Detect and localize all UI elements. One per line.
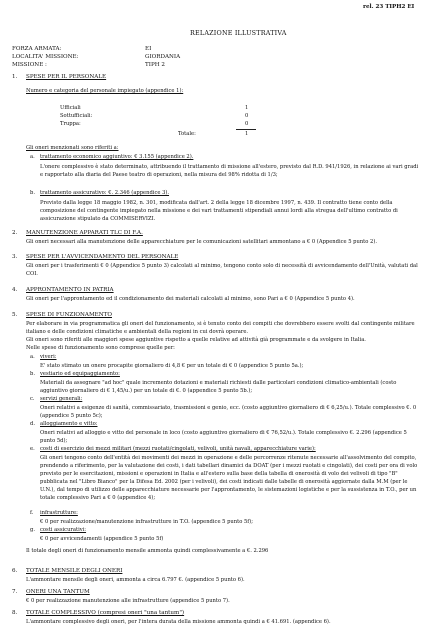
staff-total-label: Totale: (178, 131, 196, 137)
staff-total-value: 1 (245, 131, 249, 137)
section-6-title: TOTALE MENSILE DEGLI ONERI (26, 568, 123, 574)
funz-d-body: Oneri relativi ad alloggio e vitto del personale in loco (costo aggiuntivo giornaliero di € 76,52/u.). Totale complessivo €. 2.296 (appendice 5 punto 5d); (40, 430, 407, 445)
section-8-title: TOTALE COMPLESSIVO (compresi oneri "una tantum") (26, 610, 185, 616)
item-b-title: trattamento assicurativo: €. 2.346 (appendice 3). (40, 190, 170, 196)
section-3-title: SPESE PER L'AVVICENDAMENTO DEL PERSONALE (26, 254, 179, 260)
item-a-title: trattamento economico aggiuntivo: € 3.155 (appendice 2). (40, 154, 194, 160)
funz-a-body: E' stato stimato un onere procapite giornaliero di 4,8 € per un totale di € 0 (appendice 5 punto 5a.); (40, 363, 304, 369)
funz-f-body: € 0 per realizzazione/manutenzione infrastrutture in T.O. (appendice 5 punto 5f); (40, 519, 253, 525)
item-b-body: Previsto dalla legge 18 maggio 1982, n. 301, modificata dall'art. 2 della legge 18 dicembre 1997, n. 439. Il contratto tiene conto della composizione del contingente impiegato nella missione e dei vari trattamenti stipendiali annui lordi alla stregua dell'ultimo contratto di assicurazione stipulato da COMMISERVIZI. (40, 200, 398, 223)
section-8-number: 8. (12, 610, 18, 616)
section-5-title: SPESE DI FUNZIONAMENTO (26, 312, 112, 318)
localita-label: LOCALITA' MISSIONE: (12, 54, 79, 60)
funz-e-title: costi di esercizio dei mezzi militari (mezzi ruotati/cingolati, velivoli, unità navali, apparecchiature varie): (40, 446, 316, 452)
funz-g-title: costi assicurativi: (40, 527, 87, 533)
section-8-body: L'ammontare complessivo degli oneri, per l'intera durata della missione ammonta quindi a € 41.691. (appendice 6). (26, 619, 331, 625)
section-3-body: Gli oneri per i trasferimenti € 0 (Appendice 5 punto 3) calcolati al minimo, tengono conto solo di necessità di avvicendamento dell'Unità, valutati dal COI. (26, 263, 418, 278)
section-7-title: ONERI UNA TANTUM (26, 589, 90, 595)
section-4-body: Gli oneri per l'approntamento ed il condizionamento dei materiali calcolati al minimo, sono Pari a € 0 (Appendice 5 punto 4). (26, 296, 355, 302)
funz-d-title: alloggiamento e vitto: (40, 421, 98, 427)
section-5-body-3: Nelle spese di funzionamento sono comprese quelle per: (26, 345, 175, 351)
staff-truppa-label: Truppa: (60, 121, 81, 127)
funz-b-title: vestiario ed equipaggiamento: (40, 371, 120, 377)
section-1-number: 1. (12, 74, 18, 80)
oneri-intro: Gli oneri menzionati sono riferiti a: (26, 145, 119, 151)
funz-a-title: viveri: (40, 354, 57, 360)
item-a-marker: a. (30, 154, 35, 160)
section-3-number: 3. (12, 254, 18, 260)
funz-e-marker: e. (30, 446, 35, 452)
missione-value: TIPH 2 (145, 62, 165, 68)
funz-g-body: € 0 per avvicendamenti (appendice 5 punto 5f) (40, 536, 164, 542)
section-5-body-1: Per elaborare in via programmatica gli oneri del funzionamento, si è tenuto conto dei compiti che dovrebbero essere svolti dal contingente militare italiano e delle condizioni climatiche e ambientali della regioni in cui dovrà operare. (26, 321, 415, 336)
document-reference: rel. 23 TIPH2 EI (363, 4, 415, 10)
section-6-number: 6. (12, 568, 18, 574)
funz-f-marker: f. (30, 510, 34, 516)
forza-armata-value: EI (145, 46, 152, 52)
funz-c-marker: c. (30, 396, 35, 402)
section-1-title: SPESE PER IL PERSONALE (26, 74, 107, 80)
funz-g-marker: g. (30, 527, 35, 533)
staff-sottufficiali-label: Sottufficiali: (60, 113, 93, 119)
section-2-number: 2. (12, 230, 18, 236)
staff-truppa-value: 0 (245, 121, 249, 127)
section-2-title: MANUTENZIONE APPARATI TLC DI F.A. (26, 230, 143, 236)
funz-e-body: Gli oneri tengono conto dell'entità dei movimenti dei mezzi in operazione e delle percorrenze ritenute necessarie all'assolvimento del compito, prendendo a riferimento, per la valutazione dei costi, i dati tabellari dinamici da DOAT (per i mezzi ruotati e cingolati), dei costi per ora di volo previsto per le esercitazioni, missioni e operazioni in Italia e all'estero sulla base della tabella di onerosità di volo dei velivoli di tipo "B" pubblicata nel "Libro Bianco" per la Difesa Ed. 2002 (per i velivoli), dei costi indicati dalle tabelle di onerosità aggiornate dalla M.M (per le U.N.), dal tempo di utilizzo delle apparecchiature necessarie per l'approntamento, le sistemazioni logistiche e per la sussistenza in T.O., per un totale complessivo Pari a € 0 (appendice 4); (40, 455, 418, 502)
staff-sottufficiali-value: 0 (245, 113, 249, 119)
funz-a-marker: a. (30, 354, 35, 360)
section-5-number: 5. (12, 312, 18, 318)
missione-label: MISSIONE : (12, 62, 47, 68)
section-1-intro: Numero e categoria del personale impiegato (appendice 1): (26, 88, 184, 94)
localita-value: GIORDANIA (145, 54, 181, 60)
funz-b-body: Materiali da assegnare "ad hoc" quale incremento dotazioni e materiali richiesti dalle particolari condizioni climatico-ambientali (costo aggiuntivo giornaliero di € 1,45/u.) per un totale di €. 0 (appendice 5 punto 5b.); (40, 380, 397, 395)
item-b-marker: b. (30, 190, 35, 196)
section-7-body: € 0 per realizzazione manutenzione alle infrastrutture (appendice 5 punto 7). (26, 598, 230, 604)
funz-b-marker: b. (30, 371, 35, 377)
staff-ufficiali-label: Ufficiali (60, 105, 81, 111)
funz-f-title: infrastrutture: (40, 510, 78, 516)
funz-c-body: Oneri relativi a esigenze di sanità, commissariato, trasmissioni e genio, ecc. (costo aggiuntivo giornaliero di € 6,25/u.). Totale complessivo €. 0 (appendice 5 punto 5c); (40, 405, 417, 420)
forza-armata-label: FORZA ARMATA: (12, 46, 62, 52)
section-7-number: 7. (12, 589, 18, 595)
section-2-body: Gli oneri necessari alla manutenzione delle apparecchiature per le comunicazioni satellitari ammontano a € 0 (Appendice 5 punto 2). (26, 239, 378, 245)
funz-d-marker: d. (30, 421, 35, 427)
section-6-body: L'ammontare mensile degli oneri, ammonta a circa 6.797 €. (appendice 5 punto 6). (26, 577, 245, 583)
section-5-total: Il totale degli oneri di funzionamento mensile ammonta quindi complessivamente a €. 2.296 (26, 548, 269, 554)
page-title: RELAZIONE ILLUSTRATIVA (190, 29, 287, 37)
section-5-body-2: Gli oneri sono riferiti alle maggiori spese aggiuntive rispetto a quelle relative ad attività già programmate e da svolgere in Italia. (26, 337, 366, 343)
section-4-number: 4. (12, 287, 18, 293)
staff-ufficiali-value: 1 (245, 105, 249, 111)
total-divider (236, 129, 256, 130)
section-4-title: APPRONTAMENTO IN PATRIA (26, 287, 114, 293)
item-a-body: L'onere complessivo è stato determinato, attribuendo il trattamento di missione all'estero, previsto dal R.D. 941/1926, in relazione ai vari gradi e rapportato alla diaria del Paese teatro di operazioni, nella misura del 98% ridotta di 1/3; (40, 164, 419, 179)
funz-c-title: servizi generali: (40, 396, 83, 402)
